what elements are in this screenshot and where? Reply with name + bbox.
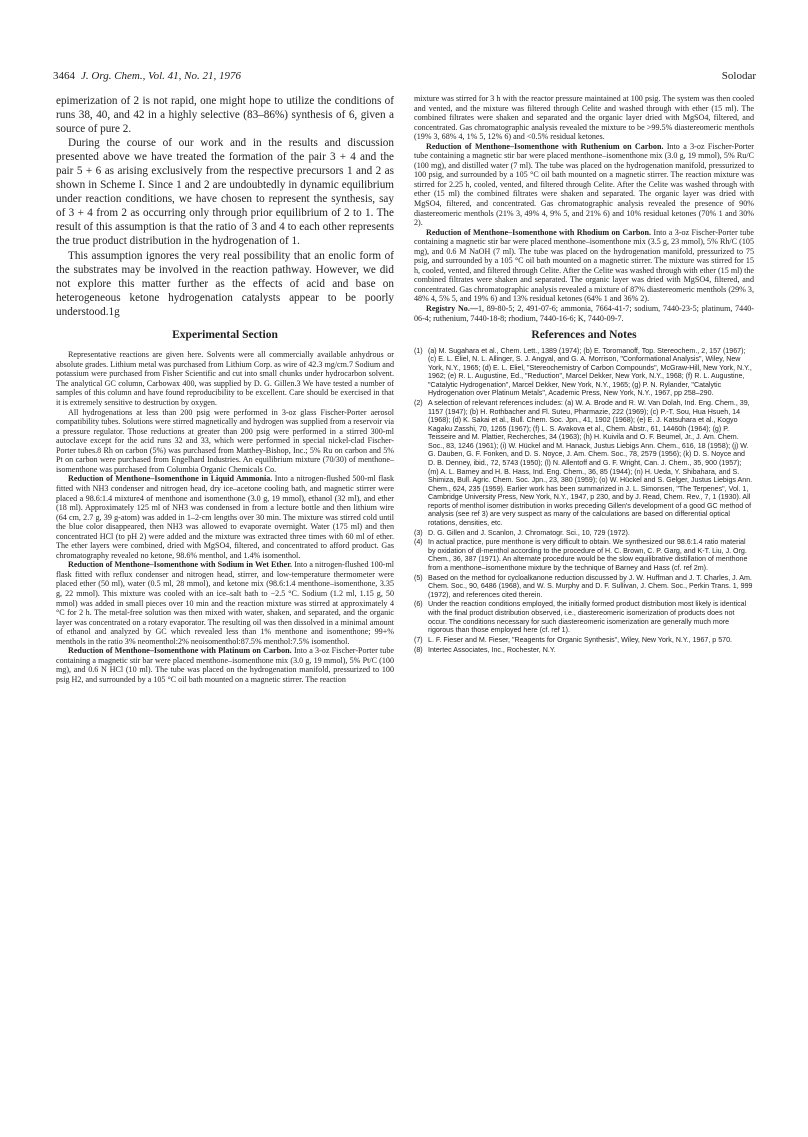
reference-item [414, 399, 754, 527]
reference-number: (1) [414, 346, 423, 355]
references-title: References and Notes [531, 329, 637, 342]
procedure-paragraph [414, 228, 754, 304]
reference-text: (a) M. Sugahara et al., Chem. Lett., 1389 (1974); (b) E. Toromanoff, Top. Stereochem., 2, 157 (1967); (c) E. L. Eliel, N. L. Allinger, S. J. Angyal, and G. A. Morrison, "Conformational Analysis", Wiley, New York, N.Y., 1965; (d) E. L. Eliel, "Stereochemistry of Carbon Compounds", McGraw-Hill, New York, N.Y., 1962; (e) R. L. Augustine, Ed., "Reduction", Marcel Dekker, New York, N.Y., 1968; (f) R. L. Augustine, "Catalytic Hydrogenation", Marcel Dekker, New York, N.Y., 1965; (g) P. N. Rylander, "Catalytic Hydrogenation over Platinum Metals", Academic Press, New York, N.Y., 1967, pp 258–290. [428, 346, 752, 398]
procedure-title: Reduction of Menthone–Isomenthone with Rhodium on Carbon. [426, 227, 651, 237]
reference-number: (2) [414, 399, 423, 408]
procedure-paragraph [56, 474, 394, 560]
procedure-text: Into a 3-oz Fischer-Porter tube containing a magnetic stir bar were placed menthone–isomenthone mix (3.0 g, 19 mmol), 5% Ru/C (100 mg), and distilled water (7 ml). The tube was placed on the hydrogenation manifold, pressurized to 100 psig, and surrounded by a 105 °C oil bath mounted on a magnetic stirrer. The reaction mixture was stirred for 2.25 h, cooled, vented, and filtered through Celite. After the Celite was washed through with ether (15 ml) the combined filtrates were shaken and separated. The organic layer was dried with MgSO4, filtered, and concentrated. Gas chromatographic analysis revealed the presence of 90% diastereomeric menthols (21% 3, 49% 4, 9% 5, and 21% 6) and 10% residual ketones (70% 1 and 30% 2). [414, 141, 754, 228]
body-paragraph: During the course of our work and in the results and discussion presented above we have treated the formation of the pair 3 + 4 and the pair 5 + 6 as arising exclusively from the respective precursors 1 and 2 as shown in Scheme I. Since 1 and 2 are undoubtedly in dynamic equilibrium under reaction conditions, we have chosen to represent the synthesis, say of 3 + 4 from 2 as occurring only through prior equilibrium of 2 to 1. The result of this assumption is that the ratio of 3 and 4 to each other represents the true product distribution in the hydrogenation of 1. [56, 137, 394, 248]
body-paragraph: epimerization of 2 is not rapid, one might hope to utilize the conditions of runs 38, 40, and 42 in a highly selective (83–86%) synthesis of 6, given a source of pure 2. [56, 95, 394, 136]
reference-number: (5) [414, 573, 423, 582]
reference-list [414, 347, 754, 654]
registry-text: 1, 89-80-5; 2, 491-07-6; ammonia, 7664-41-7; sodium, 7440-23-5; platinum, 7440-06-4; ruthenium, 7440-18-8; rhodium, 7440-16-6; K, 7440-09-7. [414, 304, 755, 323]
registry-numbers [414, 304, 754, 323]
procedure-title: Reduction of Menthone–Isomenthone in Liquid Ammonia. [68, 474, 273, 484]
reference-text: Under the reaction conditions employed, the initially formed product distribution most likely is identical with the final product distribution observed, i.e., diastereomeric isomerization of products does not occur. The conditions necessary for such diastereomeric isomerization are generally much more rigorous than those employed here (cf. ref 1). [428, 600, 747, 635]
reference-number: (8) [414, 645, 423, 654]
reference-item [414, 646, 754, 655]
procedure-title: Reduction of Menthone–Isomenthone with Sodium in Wet Ether. [68, 560, 293, 570]
reference-text: A selection of relevant references includes: (a) W. A. Brode and R. W. Van Dolah, Ind. Eng. Chem., 39, 1157 (1947); (b) H. Rothbacher and Fl. Suteu, Pharmazie, 222 (1969); (c) P.-T. Sou, Hua Hsueh, 14 (1968); (d) K. Sakai et al., Bull. Chem. Soc. Jpn., 41, 1902 (1968); (e) E. J. Katsuhara et al., Kogyo Kagaku Zasshi, 70, 1265 (1967); (f) L. S. Avakova et al., Chem. Abstr., 61, 14460h (1964); (g) P. Teisseire and M. Plattier, Recherches, 34 (1963); (h) H. Kuivila and O. F. Beumel, Jr., J. Am. Chem. Soc., 83, 1246 (1961); (i) W. Hückel and M. Hanack, Justus Liebigs Ann. Chem., 616, 18 (1958); (j) W. G. Dauben, G. F. Fonken, and D. S. Noyce, J. Am. Chem. Soc., 78, 2579 (1956); (k) D. S. Noyce and D. B. Denney, ibid., 72, 5743 (1950); (l) N. Allentoff and G. F. Wright, Can. J. Chem., 35, 900 (1957); (m) A. L. Barney and H. B. Hass, Ind. Eng. Chem., 36, 85 (1944); (n) H. Ueda, Y. Shibahara, and S. Shimiza, Bull. Agric. Chem. Soc. Jpn., 23, 380 (1959); (o) W. Hückel and S. Gelger, Justus Liebigs Ann. Chem., 624, 235 (1959). Earlier work has been summarized in J. L. Simonsen, "The Terpenes", Vol. 1, Cambridge University Press, New York, N.Y., 1947, p 230, and by J. Read, Chem. Rev., 7, 1 (1930). All reports of menthol isomer distribution in works preceding Gillen's development of a good GC method of analysis (see ref 3) are very suspect as many of the calculations are based on differential optical rotations, densities, etc. [428, 399, 753, 527]
reference-item [414, 574, 754, 600]
procedure-title: Reduction of Menthone–Isomenthone with Platinum on Carbon. [68, 646, 292, 656]
reference-text: L. F. Fieser and M. Fieser, "Reagents for Organic Synthesis", Wiley, New York, N.Y., 1967, p 570. [428, 635, 733, 644]
reference-text: D. G. Gillen and J. Scanlon, J. Chromatogr. Sci., 10, 729 (1972). [428, 528, 630, 537]
reference-text: Intertec Associates, Inc., Rochester, N.Y. [428, 645, 556, 654]
reference-number: (7) [414, 635, 423, 644]
reference-item [414, 347, 754, 398]
experimental-paragraph: Representative reactions are given here. Solvents were all commercially available anhydrous or absolute grades. Lithium metal was purchased from Lithium Corp. as wire of 42.3 mg/cm.7 Sodium and potassium were purchased from Fisher Scientific and cut into small chunks under hydrocarbon solvent. The analytical GC column, Carbowax 400, was supplied by D. G. Gillen.3 We have tested a number of samples of this column and have found reproducibility to be excellent. Care should be exercised in that it is extremely sensitive to destruction by oxygen. [56, 350, 394, 408]
reference-item [414, 636, 754, 645]
reference-item [414, 600, 754, 634]
reference-number: (3) [414, 528, 423, 537]
procedure-text: Into a nitrogen-flushed 500-ml flask fitted with NH3 condenser and nitrogen head, dry ice–acetone cooling bath, and magnetic stirrer were placed a 98.6:1.4 mixture4 of menthone and isomenthone (3.0 g, 19 mmol), ethanol (32 ml), and ether (18 ml). Approximately 125 ml of NH3 was condensed in from a lecture bottle and then lithium wire (64 cm, 2.7 g, 39 g-atom) was added in 1–2-cm lengths over 30 min. The mixture was stirred cold until the blue color disappeared, then NH3 was allowed to evaporate overnight. Water (175 ml) and then concentrated HCl (to pH 2) were added and the mixture was extracted three times with 60 ml of ether. The ether layers were combined, dried with MgSO4, filtered, and concentrated to afford product. Gas chromatography revealed no ketone, 98.6% menthol, and 1.4% isomenthol. [56, 474, 394, 560]
procedure-title: Reduction of Menthone–Isomenthone with Ruthenium on Carbon. [426, 141, 664, 151]
procedure-paragraph [56, 646, 394, 684]
procedure-text: Into a 3-oz Fischer-Porter tube containing a magnetic stir bar were placed menthone–isomenthone mix (3.0 g, 19 mmol), 5% Pt/C (100 mg), and 0.6 N HCl (10 ml). The tube was placed on the hydrogenation manifold, pressurized to 100 psig H2, and surrounded by a 105 °C oil bath mounted on a magnetic stirrer. The reaction [56, 646, 394, 684]
reference-number: (4) [414, 538, 423, 547]
section-title: Experimental Section [172, 328, 278, 341]
procedure-text: Into a 3-oz Fischer-Porter tube containing a magnetic stir bar were placed menthone–isomenthone mix (3.5 g, 23 mmol), 5% Rh/C (105 mg), and 0.6 M NaOH (7 ml). The tube was placed on the hydrogenation manifold, pressurized to 75 psig, and surrounded by a 105 °C oil bath mounted on a magnetic stirrer. The mixture was stirred for 15 h, cooled, vented, and filtered through Celite. After the Celite was washed through with ether (15 ml) the combined filtrates were shaken and separated. The organic layer was dried with MgSO4, filtered, and concentrated. Gas chromatographic analysis revealed a mixture of 87% diastereomeric menthols (29% 3, 48% 4, 5% 5, and 19% 6) and 13% residual ketones (64% 1 and 36% 2). [414, 227, 754, 304]
right-column [414, 94, 754, 655]
left-column [56, 94, 394, 684]
experimental-paragraph: All hydrogenations at less than 200 psig were performed in 3-oz glass Fischer-Porter aerosol compatibility tubes. Solutions were stirred magnetically and hydrogen was supplied from a reservoir via a pressure regulator. Those reductions at greater than 200 psig were performed in a stirred 300-ml autoclave except for the acid runs 32 and 33, which were performed in special nickel-clad Fischer-Porter tubes.8 Rh on carbon (5%) was purchased from Matthey-Bishop, Inc.; 5% Ru on carbon and 5% Pt on carbon were purchased from Engelhard Industries. An equilibrium mixture (70/30) of menthone–isomenthone was purchased from Columbia Organic Chemicals Co. [56, 407, 394, 474]
reference-number: (6) [414, 600, 423, 609]
page-header [53, 70, 756, 86]
continued-paragraph: mixture was stirred for 3 h with the reactor pressure maintained at 100 psig. The system was then cooled and vented, and the mixture was filtered through Celite and washed through with ether (15 ml). The combined filtrates were shaken and separated and the organic layer dried with MgSO4, filtered, and concentrated. Gas chromatographic analysis revealed the mixture to be >99.5% diastereomeric menthols (19% 3, 68% 4, 1% 5, 12% 6) and <0.5% residual ketones. [414, 94, 754, 142]
running-author: Solodar [721, 70, 756, 82]
body-paragraph: This assumption ignores the very real possibility that an enolic form of the substrates may be involved in the reaction pathway. However, we did not explore this matter further as the effects of acid and base on heterogeneous ketone hydrogenation catalysts appear to be poorly understood.1g [56, 249, 394, 318]
registry-label: Registry No.— [426, 304, 478, 314]
reference-text: In actual practice, pure menthone is very difficult to obtain. We synthesized our 98.6:1.4 ratio material by oxidation of dl-menthol according to the procedure of H. C. Brown, C. P. Garg, and K-T. Liu, J. Org. Chem., 36, 387 (1971). An alternate procedure would be the slow equilibrative distillation of menthone from a menthone–isomenthone mixture by the technique of Barney and Hass (cf. ref 2m). [428, 538, 748, 572]
reference-item [414, 529, 754, 538]
journal-citation: J. Org. Chem., Vol. 41, No. 21, 1976 [81, 70, 242, 82]
procedure-paragraph [56, 560, 394, 646]
page-number: 3464 [53, 70, 75, 82]
reference-item [414, 538, 754, 572]
procedure-text: Into a nitrogen-flushed 100-ml flask fitted with reflux condenser and nitrogen head, stirrer, and low-temperature thermometer were placed ether (50 ml), water (0.5 ml, 28 mmol), and ketone mix (98.6:1.4 menthone–isomenthone, 3.35 g, 22 mmol). This mixture was cooled with an ice–salt bath to −2.5 °C. Sodium (1.2 ml, 1.15 g, 50 mmol) was added in small pieces over 10 min and the reaction mixture was stirred at approximately 4 °C for 2 h. The metal-free solution was then mixed with water, shaken, and separated, and the organic layer was concentrated on a rotary evaporator. The resulting oil was then dissolved in a minimal amount of ethanol and analyzed by GC which revealed less than 1% menthone and isomenthone; 99+% menthols in the ratio 3% neomenthol:2% neoisomenthol:87.5% menthol:7.5% isomenthol. [56, 560, 395, 646]
reference-text: Based on the method for cycloalkanone reduction discussed by J. W. Huffman and J. T. Charles, J. Am. Chem. Soc., 90, 6486 (1968), and W. S. Murphy and D. F. Sullivan, J. Chem. Soc., Perkin Trans. 1, 999 (1972), and references cited therein. [428, 573, 753, 599]
procedure-paragraph [414, 142, 754, 228]
